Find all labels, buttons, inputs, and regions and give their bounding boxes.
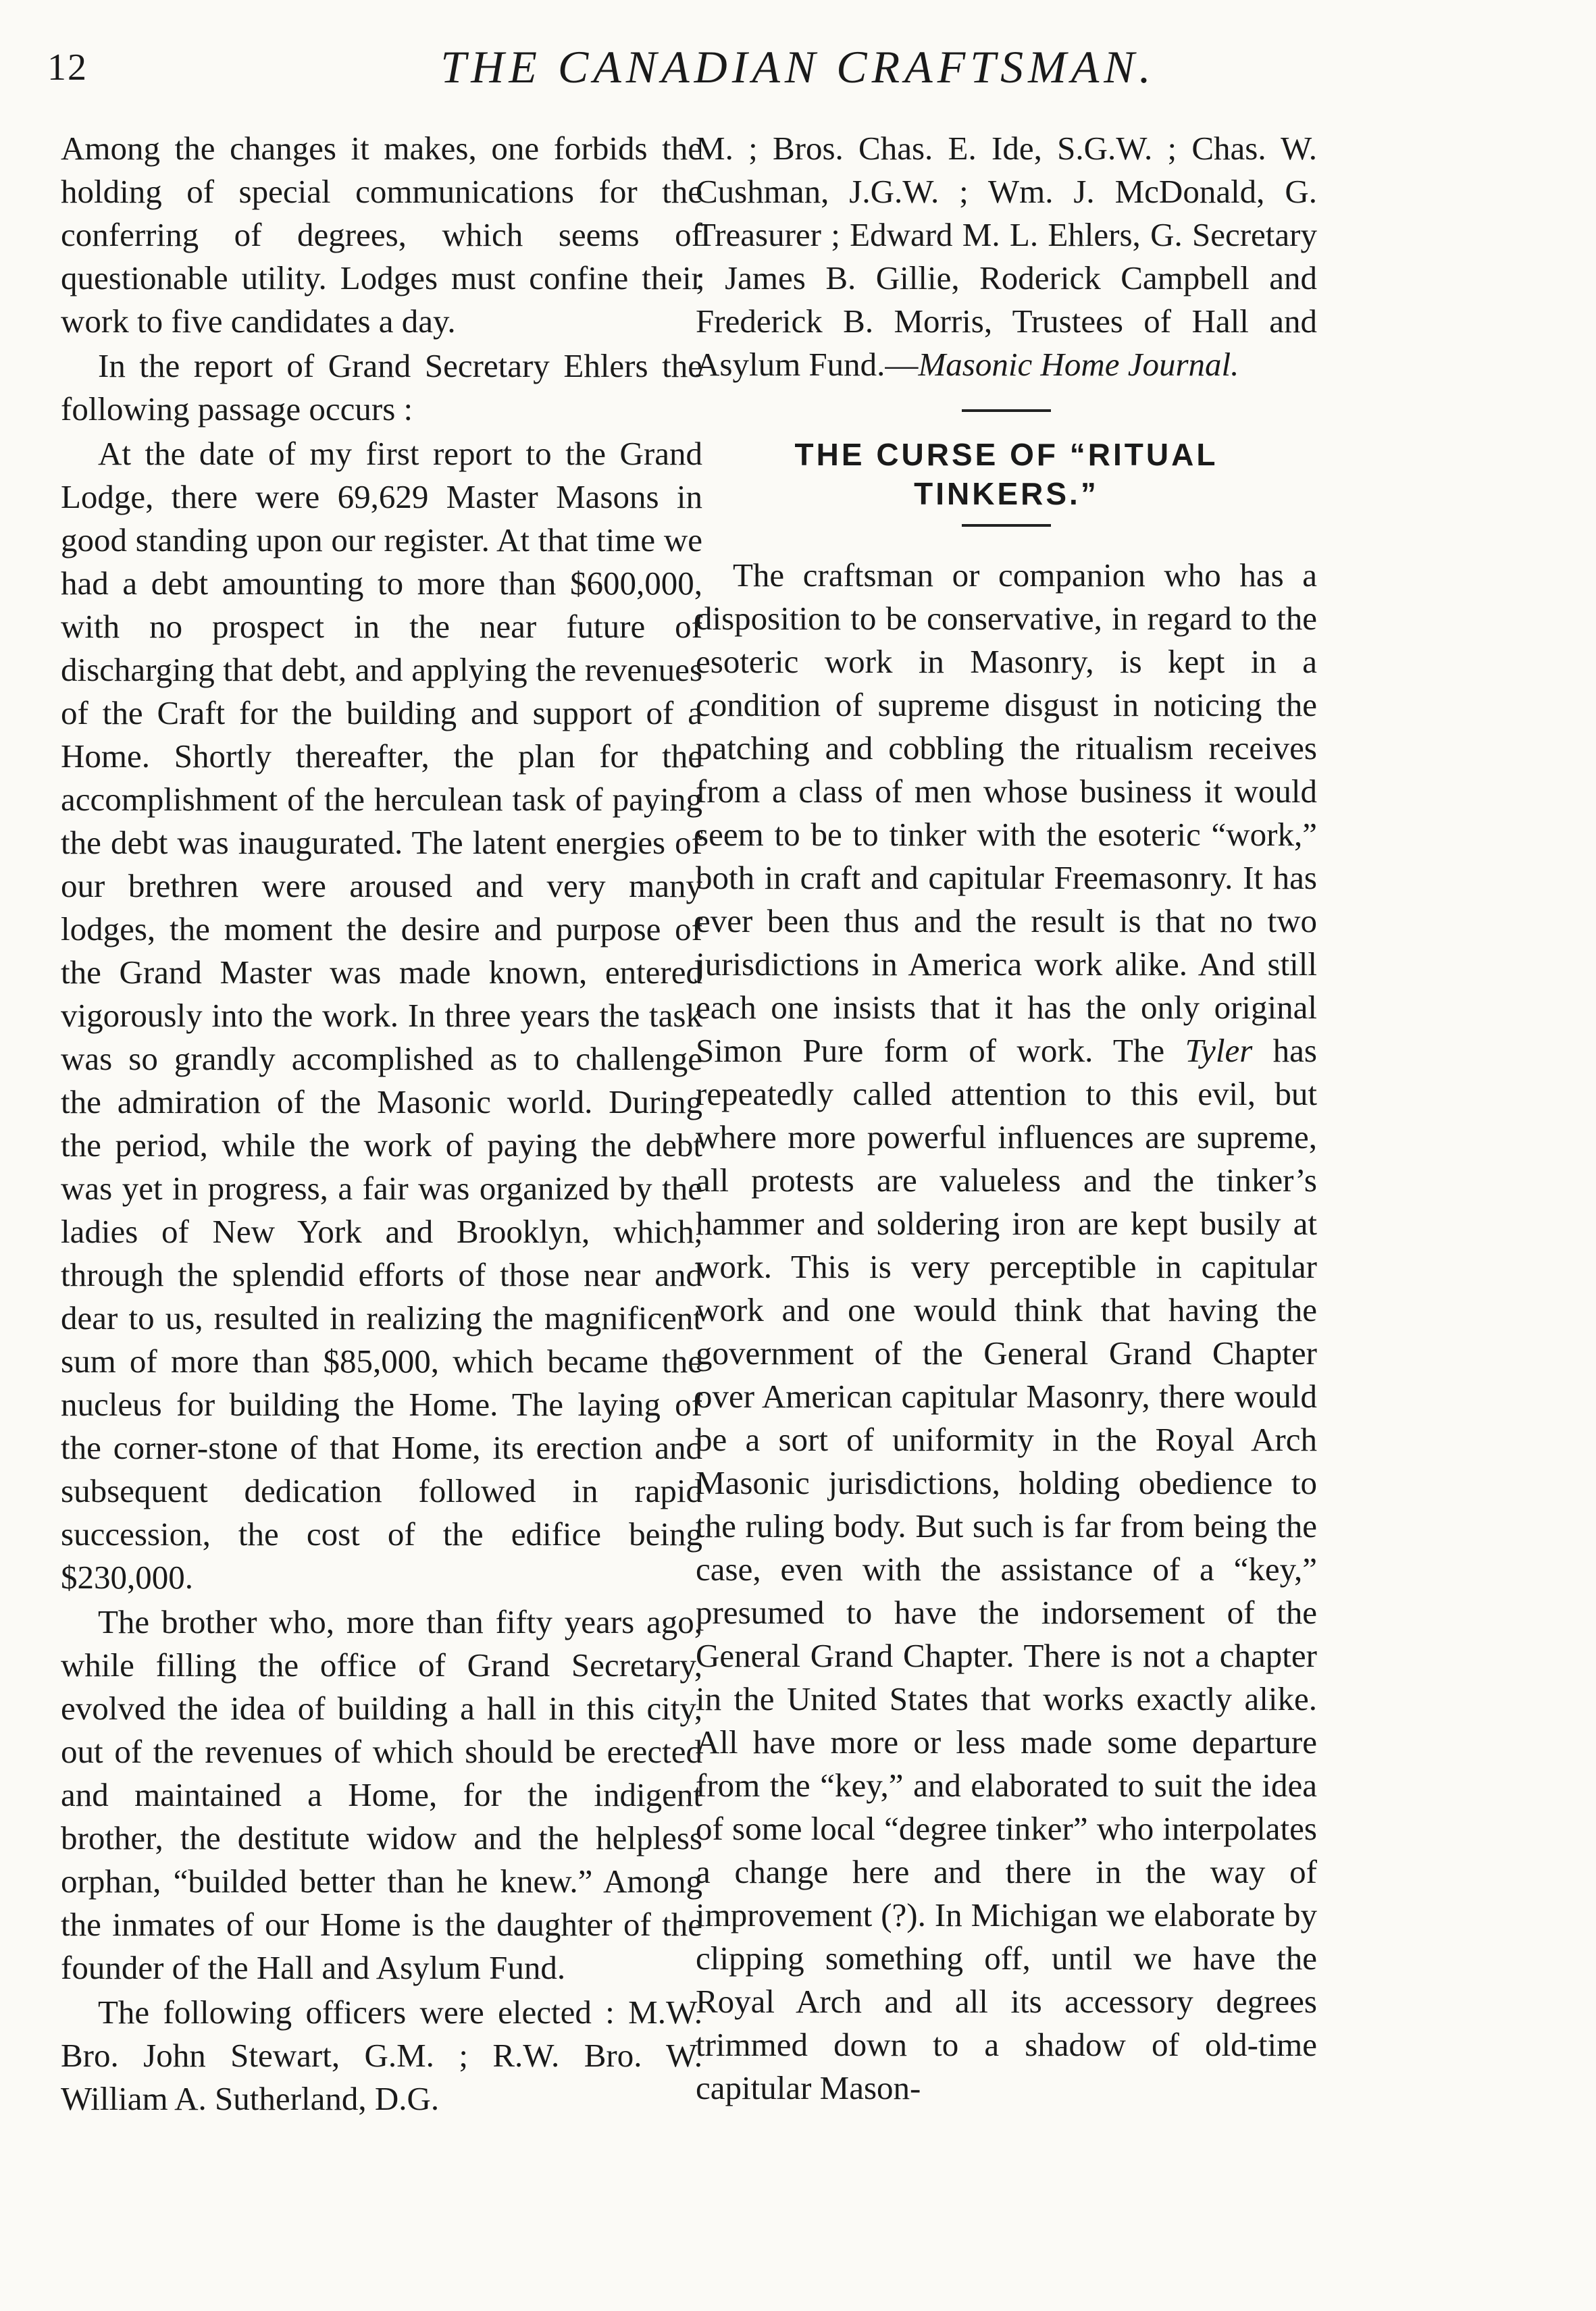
officers-text: M. ; Bros. Chas. E. Ide, S.G.W. ; Chas. W. Cushman, J.G.W. ; Wm. J. McDonald, G. Treasurer ; Edward M. L. Ehlers, G. Secretary ; James B. Gillie, Roderick Campbell and Frederick B. Morris, Trustees of Hall and Asylum Fund.— bbox=[696, 130, 1317, 383]
paragraph-report-quote: At the date of my first report to the Grand Lodge, there were 69,629 Master Masons in good standing upon our register. At that time we had a debt amounting to more than $600,000, with no prospect in the near future of discharging that debt, and applying the revenues of the Craft for the building and support of a Home. Shortly thereafter, the plan for the accomplishment of the herculean task of paying the debt was inaugurated. The latent energies of our brethren were aroused and very many lodges, the moment the desire and purpose of the Grand Master was made known, entered vigorously into the work. In three years the task was so grandly accomplished as to challenge the admiration of the Masonic world. During the period, while the work of paying the debt was yet in progress, a fair was organized by the ladies of New York and Brooklyn, which, through the splendid efforts of those near and dear to us, resulted in realizing the magnificent sum of more than $85,000, which became the nucleus for building the Home. The laying of the corner-stone of that Home, its erection and subsequent dedication followed in rapid succession, the cost of the edifice being $230,000. bbox=[61, 435, 702, 1596]
body-text-pre: The craftsman or companion who has a disposition to be conservative, in regard to the esoteric work in Masonry, is kept in a condition of supreme disgust in noticing the patching and cobbling the ritualism receives from a class of men whose business it would seem to be to tinker with the esoteric “work,” both in craft and capitular Freemasonry. It has ever been thus and the result is that no two jurisdictions in America work alike. And still each one insists that it has the only original Simon Pure form of work. The bbox=[696, 556, 1317, 1069]
paragraph-founder: The brother who, more than fifty years ago, while filling the office of Grand Secretary, evolved the idea of building a hall in this city, out of the revenues of which should be erected and maintained a Home, for the indigent brother, the destitute widow and the helpless orphan, “builded better than he knew.” Among the inmates of our Home is the daughter of the founder of the Hall and Asylum Fund. bbox=[61, 1603, 702, 1986]
body-text-post: has repeatedly called attention to this evil, but where more powerful influences are supreme, all protests are valueless and the tinker’s hammer and soldering iron are kept busily at work. This is very perceptible in capitular work and one would think that having the government of the General Grand Chapter over American capitular Masonry, there would be a sort of uniformity in the Royal Arch Masonic jurisdictions, holding obedience to the ruling body. But such is far from being the case, even with the assistance of a “key,” presumed to have the indorsement of the General Grand Chapter. There is not a chapter in the United States that works exactly alike. All have more or less made some departure from the “key,” and elaborated to suit the idea of some local “degree tinker” who interpolates a change here and there in the way of improvement (?). In Michigan we elaborate by clipping something off, until we have the Royal Arch and all its accessory degrees trimmed down to a shadow of old-time capitular Mason- bbox=[696, 1032, 1317, 2106]
page-header bbox=[0, 41, 1596, 101]
right-column bbox=[696, 127, 1317, 2110]
divider-bottom bbox=[962, 524, 1051, 527]
section-title: THE CURSE OF “RITUAL TINKERS.” bbox=[794, 437, 1218, 511]
paragraph-changes: Among the changes it makes, one forbids the holding of special communications for the conferring of degrees, which seems of questionable utility. Lodges must confine their work to five candidates a day. bbox=[61, 130, 702, 340]
paragraph-officers-continued bbox=[696, 127, 1317, 386]
source-citation: Masonic Home Journal. bbox=[918, 346, 1239, 383]
paragraph-ritual-tinkers bbox=[696, 554, 1317, 2110]
left-column bbox=[61, 127, 702, 2121]
paragraph-report-intro: In the report of Grand Secretary Ehlers the following passage occurs : bbox=[61, 347, 702, 427]
paragraph-officers: The following officers were elected : M.W. Bro. John Stewart, G.M. ; R.W. Bro. W. William A. Sutherland, D.G. bbox=[61, 1994, 702, 2117]
tyler-title: Tyler bbox=[1185, 1032, 1253, 1069]
running-title: THE CANADIAN CRAFTSMAN. bbox=[440, 41, 1156, 93]
page-number: 12 bbox=[47, 47, 88, 88]
divider-top bbox=[962, 409, 1051, 412]
